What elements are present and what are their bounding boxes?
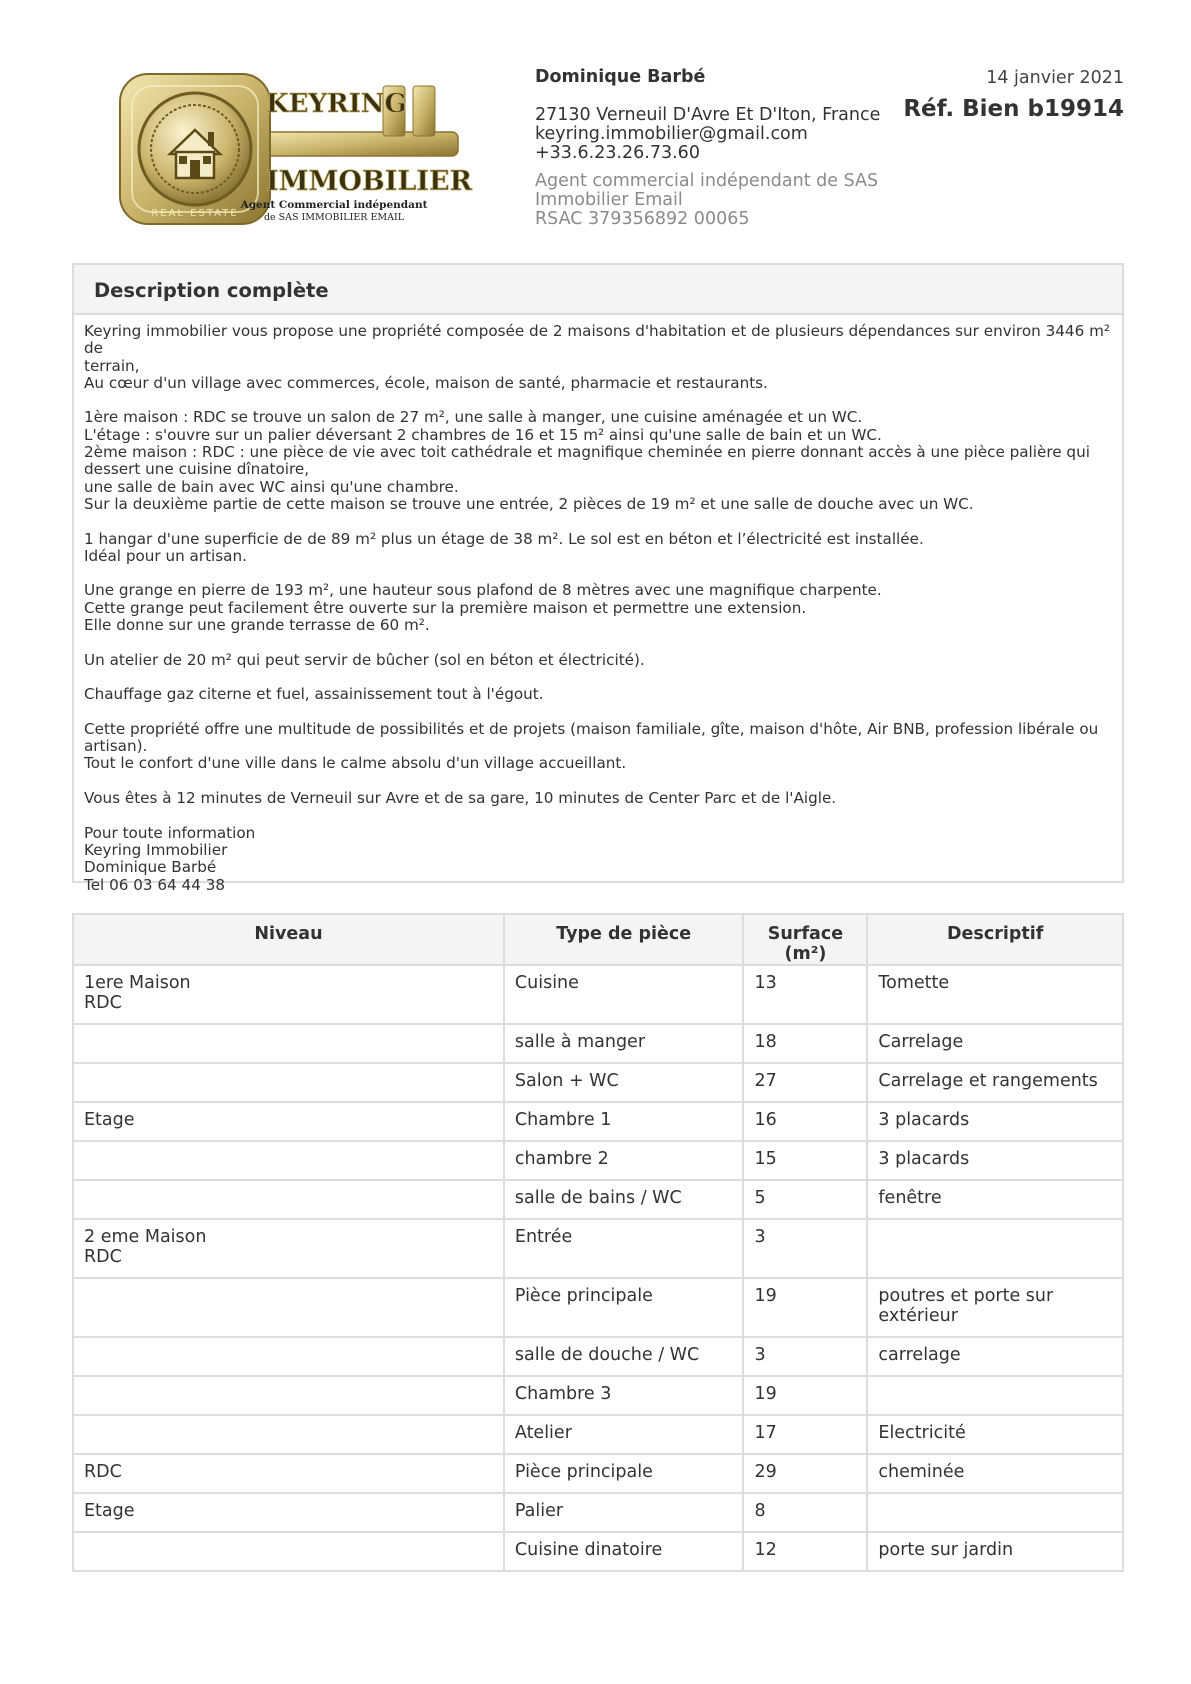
cell-type-piece: Palier — [504, 1493, 744, 1532]
cell-descriptif: Carrelage et rangements — [867, 1063, 1123, 1102]
description-line: Sur la deuxième partie de cette maison se trouve une entrée, 2 pièces de 19 m² et une salle de douche avec un WC. — [84, 494, 974, 513]
cell-type-piece: Entrée — [504, 1219, 744, 1278]
table-row — [73, 1532, 1123, 1571]
description-line: 1ère maison : RDC se trouve un salon de 27 m², une salle à manger, une cuisine aménagée et un WC. — [84, 408, 863, 427]
description-line: L'étage : s'ouvre sur un palier déversant 2 chambres de 16 et 15 m² ainsi qu'une salle de bain et un WC. — [84, 425, 882, 444]
agent-role-line-1: Agent commercial indépendant de SAS — [535, 171, 879, 191]
cell-descriptif: cheminée — [867, 1454, 1123, 1493]
description-line: Dominique Barbé — [84, 858, 217, 877]
description-line: 1 hangar d'une superficie de de 89 m² plus un étage de 38 m². Le sol est en béton et l’électricité est installée. — [84, 529, 924, 548]
cell-surface: 16 — [743, 1102, 867, 1141]
table-row — [73, 1376, 1123, 1415]
description-line: terrain, — [84, 356, 140, 375]
cell-surface: 19 — [743, 1376, 867, 1415]
cell-surface: 3 — [743, 1219, 867, 1278]
table-row — [73, 1024, 1123, 1063]
cell-surface: 15 — [743, 1141, 867, 1180]
description-spacer — [84, 704, 1112, 721]
document-date: 14 janvier 2021 — [986, 68, 1124, 88]
cell-descriptif: poutres et porte sur extérieur — [867, 1278, 1123, 1337]
logo-brand-top: KEYRING — [266, 89, 407, 119]
description-line: Keyring immobilier vous propose une propriété composée de 2 maisons d'habitation et de plusieurs dépendances sur environ 3446 m² de — [84, 322, 1110, 358]
cell-type-piece: Chambre 1 — [504, 1102, 744, 1141]
cell-niveau — [73, 1063, 504, 1102]
cell-type-piece: Cuisine — [504, 965, 744, 1024]
cell-descriptif: 3 placards — [867, 1102, 1123, 1141]
description-spacer — [84, 513, 1112, 530]
description-panel — [72, 263, 1124, 894]
header-niveau: Niveau — [73, 914, 504, 965]
description-spacer — [84, 669, 1112, 686]
description-spacer — [84, 807, 1112, 824]
agent-role-line-2: Immobilier Email — [535, 190, 683, 210]
table-row — [73, 965, 1123, 1024]
logo-brand-main: IMMOBILIER — [266, 166, 473, 197]
description-line: Cette propriété offre une multitude de possibilités et de projets (maison familiale, gîte, maison d'hôte, Air BNB, profession libérale ou — [84, 719, 1099, 738]
table-row — [73, 1219, 1123, 1278]
description-line: Idéal pour un artisan. — [84, 546, 247, 565]
cell-descriptif: Electricité — [867, 1415, 1123, 1454]
table-row — [73, 1278, 1123, 1337]
header-surface: Surface (m²) — [743, 914, 867, 965]
description-title: Description complète — [94, 279, 329, 302]
description-line: 2ème maison : RDC : une pièce de vie avec toit cathédrale et magnifique cheminée en pierre donnant accès à une pièce palière qui — [84, 443, 1090, 462]
cell-descriptif: Tomette — [867, 965, 1123, 1024]
cell-niveau — [73, 1376, 504, 1415]
cell-type-piece: salle de bains / WC — [504, 1180, 744, 1219]
description-line: Chauffage gaz citerne et fuel, assainissement tout à l'égout. — [84, 685, 544, 704]
cell-niveau: RDC — [73, 1454, 504, 1493]
description-line: Au cœur d'un village avec commerces, école, maison de santé, pharmacie et restaurants. — [84, 373, 768, 392]
header-descriptif: Descriptif — [867, 914, 1123, 965]
rooms-table-body — [73, 965, 1123, 1571]
table-row — [73, 1337, 1123, 1376]
description-line: Un atelier de 20 m² qui peut servir de bûcher (sol en béton et électricité). — [84, 650, 645, 669]
table-row — [73, 1180, 1123, 1219]
cell-surface: 18 — [743, 1024, 867, 1063]
cell-type-piece: salle à manger — [504, 1024, 744, 1063]
cell-niveau: Etage — [73, 1102, 504, 1141]
logo-tagline-2: de SAS IMMOBILIER EMAIL — [263, 212, 405, 223]
description-line: Une grange en pierre de 193 m², une hauteur sous plafond de 8 mètres avec une magnifique charpente. — [84, 581, 882, 600]
cell-niveau: Etage — [73, 1493, 504, 1532]
cell-niveau — [73, 1141, 504, 1180]
cell-niveau — [73, 1024, 504, 1063]
agent-phone[interactable]: +33.6.23.26.73.60 — [535, 143, 700, 163]
cell-descriptif: Carrelage — [867, 1024, 1123, 1063]
keyring-logo — [118, 72, 478, 230]
cell-niveau: 2 eme Maison RDC — [73, 1219, 504, 1278]
cell-surface: 19 — [743, 1278, 867, 1337]
table-row — [73, 1415, 1123, 1454]
cell-type-piece: Cuisine dinatoire — [504, 1532, 744, 1571]
cell-type-piece: Pièce principale — [504, 1454, 744, 1493]
description-line: Pour toute information — [84, 823, 256, 842]
description-line: Elle donne sur une grande terrasse de 60 m². — [84, 616, 430, 635]
description-spacer — [84, 565, 1112, 582]
cell-surface: 13 — [743, 965, 867, 1024]
cell-surface: 8 — [743, 1493, 867, 1532]
agent-rsac: RSAC 379356892 00065 — [535, 209, 750, 229]
table-row — [73, 1063, 1123, 1102]
cell-surface: 17 — [743, 1415, 867, 1454]
table-header-row — [73, 914, 1123, 965]
logo-ring-text: REAL ESTATE — [151, 208, 239, 219]
description-line: Cette grange peut facilement être ouverte sur la première maison et permettre une extension. — [84, 598, 807, 617]
agent-address: 27130 Verneuil D'Avre Et D'Iton, France — [535, 105, 881, 125]
cell-descriptif: porte sur jardin — [867, 1532, 1123, 1571]
cell-type-piece: chambre 2 — [504, 1141, 744, 1180]
description-line: Tout le confort d'une ville dans le calme absolu d'un village accueillant. — [84, 754, 627, 773]
cell-type-piece: Chambre 3 — [504, 1376, 744, 1415]
cell-type-piece: salle de douche / WC — [504, 1337, 744, 1376]
cell-surface: 3 — [743, 1337, 867, 1376]
table-row — [73, 1493, 1123, 1532]
agent-contact — [535, 68, 895, 229]
table-row — [73, 1102, 1123, 1141]
description-spacer — [84, 392, 1112, 409]
logo-tagline-1: Agent Commercial indépendant — [240, 199, 428, 211]
cell-niveau — [73, 1337, 504, 1376]
cell-surface: 27 — [743, 1063, 867, 1102]
cell-niveau — [73, 1180, 504, 1219]
cell-descriptif: fenêtre — [867, 1180, 1123, 1219]
cell-type-piece: Pièce principale — [504, 1278, 744, 1337]
agent-name: Dominique Barbé — [535, 67, 706, 87]
cell-descriptif — [867, 1376, 1123, 1415]
table-row — [73, 1454, 1123, 1493]
cell-descriptif: carrelage — [867, 1337, 1123, 1376]
cell-descriptif — [867, 1219, 1123, 1278]
description-line: artisan). — [84, 737, 148, 756]
cell-niveau — [73, 1278, 504, 1337]
cell-descriptif: 3 placards — [867, 1141, 1123, 1180]
cell-descriptif — [867, 1493, 1123, 1532]
key-emblem-icon — [118, 72, 478, 230]
description-header — [74, 265, 1122, 315]
header-type-piece: Type de pièce — [504, 914, 744, 965]
document-meta — [903, 68, 1124, 122]
description-spacer — [84, 773, 1112, 790]
description-spacer — [84, 634, 1112, 651]
cell-niveau — [73, 1532, 504, 1571]
cell-niveau — [73, 1415, 504, 1454]
table-row — [73, 1141, 1123, 1180]
cell-surface: 12 — [743, 1532, 867, 1571]
property-reference: Réf. Bien b19914 — [903, 96, 1124, 122]
description-line: dessert une cuisine dînatoire, — [84, 460, 310, 479]
cell-surface: 29 — [743, 1454, 867, 1493]
cell-surface: 5 — [743, 1180, 867, 1219]
description-line: Vous êtes à 12 minutes de Verneuil sur Avre et de sa gare, 10 minutes de Center Parc et de l'Aigle. — [84, 789, 837, 808]
agent-email[interactable]: keyring.immobilier@gmail.com — [535, 124, 808, 144]
rooms-table — [72, 913, 1124, 1572]
description-line: une salle de bain avec WC ainsi qu'une chambre. — [84, 477, 459, 496]
cell-type-piece: Atelier — [504, 1415, 744, 1454]
description-line: Keyring Immobilier — [84, 840, 228, 859]
description-body — [74, 315, 1122, 894]
description-line: Tel 06 03 64 44 38 — [84, 875, 226, 894]
cell-niveau: 1ere Maison RDC — [73, 965, 504, 1024]
cell-type-piece: Salon + WC — [504, 1063, 744, 1102]
